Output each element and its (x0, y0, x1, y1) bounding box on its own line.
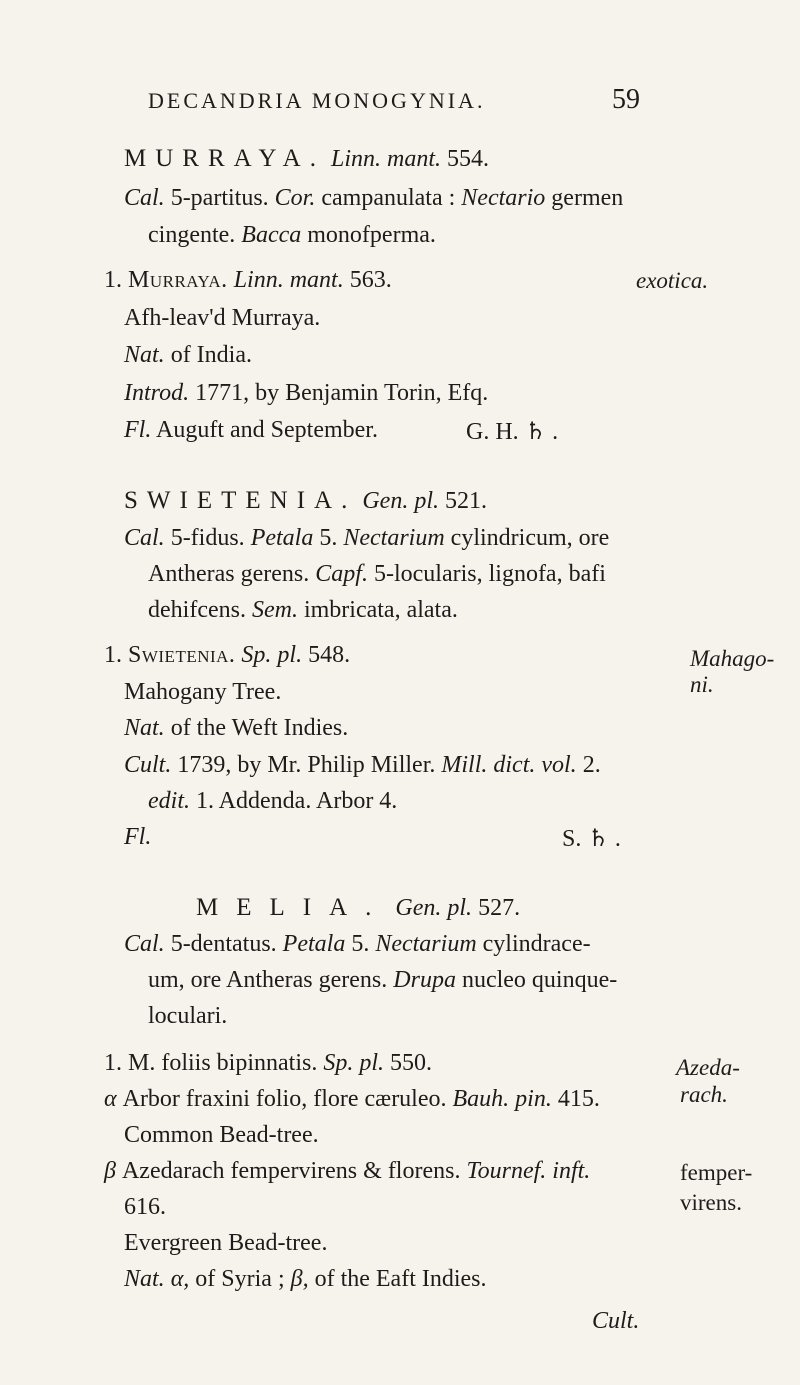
text-label: Cal. (124, 931, 165, 957)
text: of the Weft Indies. (170, 715, 349, 741)
flowering-label: Fl. (124, 824, 152, 850)
text-label: Cor. (274, 185, 316, 211)
text: 5. (319, 525, 338, 551)
text-label: Nat. (124, 1266, 165, 1292)
text: germen (551, 185, 624, 211)
introduced-line (124, 380, 488, 407)
reference: Bauh. pin. (452, 1086, 552, 1112)
variety-marker: α, (170, 1266, 190, 1292)
text: 2. (582, 752, 601, 778)
text: campanulata : (321, 185, 456, 211)
genus-name: MURRAYA. (124, 145, 325, 172)
murraya-heading (124, 145, 489, 173)
reference-page: 415. (557, 1086, 600, 1112)
cultivated-line (124, 752, 601, 779)
text-label: Nat. (124, 342, 165, 368)
text-label: Cult. (124, 752, 172, 778)
common-name: Mahogany Tree. (124, 679, 282, 705)
reference-page: 521. (444, 488, 487, 514)
margin-note: Azeda- (676, 1055, 740, 1080)
murraya-species-line (104, 267, 392, 294)
text: of India. (170, 342, 252, 368)
species-name: Murraya. (128, 267, 228, 293)
reference-page: 616. (124, 1194, 166, 1220)
reference: Gen. pl. (395, 895, 473, 921)
melia-character-line: loculari. (148, 1003, 228, 1029)
reference: Linn. mant. (233, 267, 344, 293)
native-line (124, 715, 348, 742)
swietenia-character-line (148, 597, 458, 624)
margin-note: exotica. (636, 268, 709, 293)
text: 5-fidus. (170, 525, 245, 551)
text-label: Cal. (124, 525, 165, 551)
text-label: Petala (250, 525, 314, 551)
reference: Linn. mant. (330, 146, 441, 172)
variety-marker: β, (290, 1266, 309, 1292)
text: of Syria ; (195, 1266, 285, 1292)
melia-character-line (124, 931, 591, 958)
variety-marker: β (104, 1158, 116, 1184)
text-label: Bacca (241, 222, 302, 248)
reference-page: 563. (349, 267, 392, 293)
text-label: Drupa (393, 967, 456, 993)
text: cylindrace- (482, 931, 591, 957)
page-number: 59 (612, 84, 640, 115)
text: 1. Addenda. Arbor 4. (196, 788, 398, 814)
text: dehifcens. (148, 597, 246, 623)
text: imbricata, alata. (303, 597, 458, 623)
text: Antheras gerens. (148, 561, 310, 587)
text-label: Nectarium (375, 931, 477, 957)
species-number: 1. (104, 642, 122, 668)
swietenia-species-line (104, 642, 350, 669)
text: of the Eaft Indies. (314, 1266, 487, 1292)
margin-note: Mahago- (690, 646, 775, 671)
text: 1739, by Mr. Philip Miller. (177, 752, 436, 778)
genus-name: SWIETENIA. (124, 487, 357, 514)
text: 1. M. foliis bipinnatis. (104, 1050, 318, 1076)
text-label: Cal. (124, 185, 165, 211)
text: monofperma. (307, 222, 436, 248)
genus-name: MELIA. (196, 894, 390, 921)
text-label: Fl. (124, 417, 152, 443)
native-line (124, 1266, 487, 1293)
reference: Sp. pl. (323, 1050, 385, 1076)
reference-page: 550. (390, 1050, 433, 1076)
reference: Tournef. inft. (466, 1158, 591, 1184)
margin-note: femper- (680, 1160, 753, 1185)
common-name: Afh-leav'd Murraya. (124, 305, 321, 331)
reference-page: 548. (308, 642, 351, 668)
melia-character-line (148, 967, 617, 994)
text-label: edit. (148, 788, 190, 814)
murraya-character-line (148, 222, 436, 249)
swietenia-heading (124, 487, 487, 515)
text-label: Nat. (124, 715, 165, 741)
text-label: Nectario (461, 185, 546, 211)
species-number: 1. (104, 267, 122, 293)
text: cylindricum, ore (450, 525, 610, 551)
reference: Sp. pl. (241, 642, 303, 668)
native-line (124, 342, 252, 369)
text-label: Sem. (251, 597, 298, 623)
habitat-symbol: S. ♄ . (562, 826, 621, 852)
margin-note: virens. (680, 1190, 742, 1215)
text: 5-locularis, lignofa, bafi (373, 561, 606, 587)
variety-marker: α (104, 1086, 117, 1112)
common-name: Common Bead-tree. (124, 1122, 319, 1148)
text: Azedarach fempervirens & florens. (121, 1158, 461, 1184)
reference: Gen. pl. (362, 488, 439, 514)
murraya-character-line (124, 185, 623, 212)
text: nucleo quinque- (461, 967, 618, 993)
margin-note: ni. (690, 672, 714, 697)
text-label: Capf. (315, 561, 368, 587)
text: Arbor fraxini folio, flore cæruleo. (122, 1086, 447, 1112)
habitat-symbol: G. H. ♄ . (466, 419, 559, 445)
swietenia-character-line (124, 525, 609, 552)
melia-heading (196, 894, 520, 922)
margin-note: rach. (680, 1082, 728, 1107)
species-name: Swietenia. (128, 642, 236, 668)
variety-beta-line (104, 1158, 590, 1185)
catchword: Cult. (592, 1308, 640, 1334)
variety-alpha-line (104, 1086, 600, 1113)
swietenia-character-line (148, 561, 606, 588)
text-label: Introd. (124, 380, 190, 406)
text-label: Petala (282, 931, 346, 957)
text-label: Nectarium (343, 525, 445, 551)
text: 5-dentatus. (170, 931, 277, 957)
text: 5. (351, 931, 370, 957)
text: 5-partitus. (170, 185, 269, 211)
text: Auguft and September. (156, 417, 378, 443)
reference-page: 527. (478, 895, 521, 921)
text: 1771, by Benjamin Torin, Efq. (195, 380, 489, 406)
common-name: Evergreen Bead-tree. (124, 1230, 328, 1256)
text: um, ore Antheras gerens. (148, 967, 388, 993)
edition-line (148, 788, 397, 815)
melia-species-line (104, 1050, 432, 1077)
text: cingente. (148, 222, 236, 248)
flowering-line (124, 417, 378, 444)
reference: Mill. dict. vol. (441, 752, 577, 778)
running-title: DECANDRIA MONOGYNIA. (148, 88, 486, 113)
reference-page: 554. (447, 146, 489, 172)
